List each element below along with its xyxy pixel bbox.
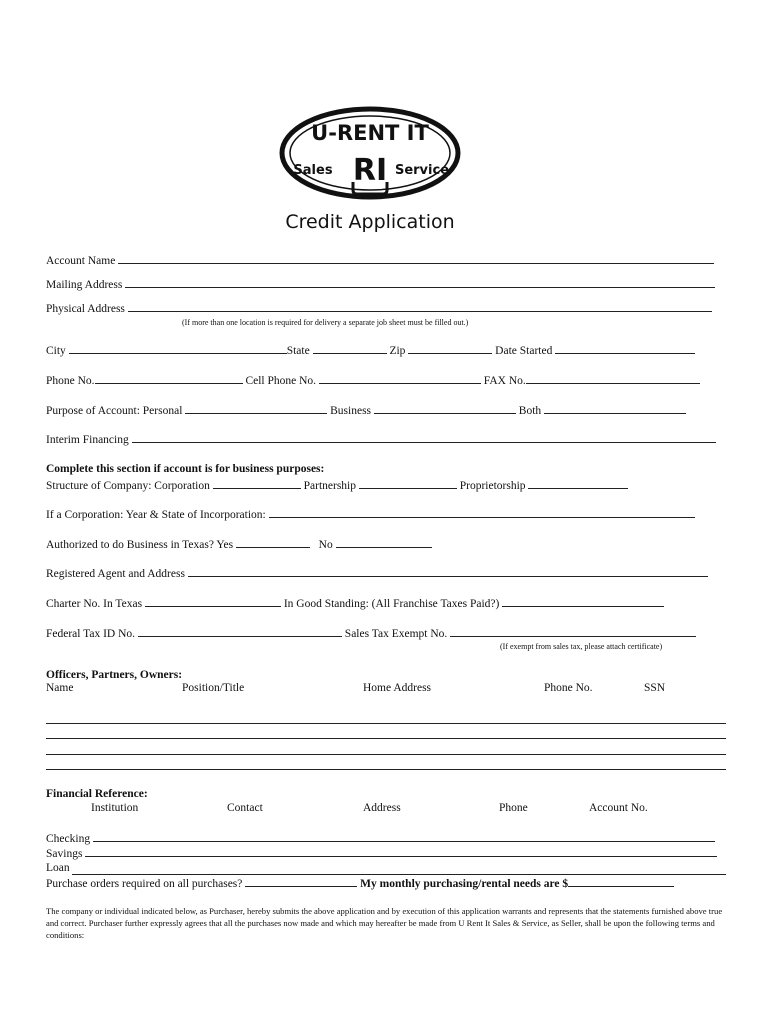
officers-heading: Officers, Partners, Owners: <box>46 669 183 681</box>
purpose-row <box>46 403 726 418</box>
city-label: City <box>46 345 66 357</box>
cell-phone-blank[interactable] <box>319 373 481 384</box>
physical-address-blank[interactable] <box>128 301 712 312</box>
both-blank[interactable] <box>544 403 686 414</box>
purpose-personal-label: Purpose of Account: Personal <box>46 405 183 417</box>
interim-label: Interim Financing <box>46 434 129 446</box>
fed-tax-blank[interactable] <box>138 626 342 637</box>
officer-line-3[interactable] <box>46 754 726 755</box>
both-label: Both <box>518 405 542 417</box>
zip-blank[interactable] <box>408 343 492 354</box>
monthly-needs-blank[interactable] <box>568 876 674 887</box>
checking-blank[interactable] <box>93 831 715 842</box>
proprietorship-blank[interactable] <box>528 478 628 489</box>
business-blank[interactable] <box>374 403 516 414</box>
officers-col-phone: Phone No. <box>544 682 593 694</box>
state-blank[interactable] <box>313 343 387 354</box>
business-label: Business <box>330 405 372 417</box>
charter-label: Charter No. In Texas <box>46 598 143 610</box>
cell-phone-label: Cell Phone No. <box>245 375 317 387</box>
financial-col-address: Address <box>363 802 401 814</box>
personal-blank[interactable] <box>185 403 327 414</box>
agent-blank[interactable] <box>188 566 708 577</box>
proprietorship-label: Proprietorship <box>459 480 526 492</box>
date-started-label: Date Started <box>495 345 553 357</box>
officers-col-address: Home Address <box>363 682 432 694</box>
logo-service: Service <box>394 163 450 178</box>
structure-label: Structure of Company: Corporation <box>46 480 210 492</box>
financial-col-institution: Institution <box>91 802 139 814</box>
loan-rule <box>72 874 726 875</box>
authorized-row <box>46 537 726 552</box>
authorized-no-blank[interactable] <box>336 537 432 548</box>
tax-row <box>46 626 726 641</box>
sales-tax-blank[interactable] <box>450 626 696 637</box>
monthly-needs-label: My monthly purchasing/rental needs are $ <box>360 878 569 890</box>
terms-paragraph: The company or individual indicated below, as Purchaser, hereby submits the above application and by execution of this application warrants and represents that the statements furnished above true and correct. Purchaser further expressly agrees that all the purchases now made and which may hereafter be made from U Rent It Sales & Service, as Seller, shall be upon the following terms and conditions: <box>46 906 723 940</box>
po-blank[interactable] <box>245 876 357 887</box>
exempt-note: (If exempt from sales tax, please attach certificate) <box>500 642 663 651</box>
officer-line-4[interactable] <box>46 769 726 770</box>
date-started-blank[interactable] <box>555 343 695 354</box>
physical-address-label: Physical Address <box>46 303 125 315</box>
good-standing-blank[interactable] <box>502 596 664 607</box>
financial-col-contact: Contact <box>227 802 263 814</box>
partnership-blank[interactable] <box>359 478 457 489</box>
corporation-blank[interactable] <box>213 478 301 489</box>
mailing-address-row <box>46 277 726 292</box>
phone-row <box>46 373 726 388</box>
savings-row <box>46 846 726 861</box>
phone-label: Phone No. <box>46 375 95 387</box>
charter-row <box>46 596 726 611</box>
logo-sales: Sales <box>293 163 333 178</box>
loan-row <box>46 861 726 875</box>
physical-address-note: (If more than one location is required for delivery a separate job sheet must be filled out.) <box>182 318 469 327</box>
agent-label: Registered Agent and Address <box>46 568 185 580</box>
checking-label: Checking <box>46 833 91 845</box>
authorized-yes-blank[interactable] <box>236 537 310 548</box>
savings-label: Savings <box>46 848 83 860</box>
agent-row <box>46 566 726 581</box>
phone-blank[interactable] <box>95 373 243 384</box>
logo-name: U-RENT IT <box>311 121 429 145</box>
loan-label: Loan <box>46 862 70 874</box>
business-section-heading: Complete this section if account is for business purposes: <box>46 463 325 475</box>
interim-row <box>46 432 726 447</box>
mailing-address-label: Mailing Address <box>46 279 123 291</box>
po-row <box>46 876 726 891</box>
account-name-blank[interactable] <box>118 253 714 264</box>
logo-mark: RI <box>352 153 388 188</box>
page-title: Credit Application <box>285 211 455 233</box>
financial-col-account: Account No. <box>589 802 648 814</box>
officers-col-name: Name <box>46 682 74 694</box>
savings-blank[interactable] <box>85 846 717 857</box>
checking-row <box>46 831 726 846</box>
city-blank[interactable] <box>69 343 287 354</box>
zip-label: Zip <box>389 345 406 357</box>
structure-row <box>46 478 726 493</box>
authorized-no-label: No <box>318 539 333 551</box>
interim-blank[interactable] <box>132 432 716 443</box>
fax-blank[interactable] <box>526 373 700 384</box>
authorized-label: Authorized to do Business in Texas? Yes <box>46 539 234 551</box>
incorporation-label: If a Corporation: Year & State of Incorporation: <box>46 509 266 521</box>
officer-line-1[interactable] <box>46 723 726 724</box>
partnership-label: Partnership <box>303 480 356 492</box>
loan-blank[interactable] <box>73 861 723 871</box>
city-row <box>46 343 726 358</box>
mailing-address-blank[interactable] <box>125 277 715 288</box>
po-label: Purchase orders required on all purchases? <box>46 878 243 890</box>
state-label: State <box>286 345 310 357</box>
fax-label: FAX No. <box>483 375 526 387</box>
physical-address-row <box>46 301 726 316</box>
account-name-label: Account Name <box>46 255 116 267</box>
sales-tax-label: Sales Tax Exempt No. <box>344 628 448 640</box>
charter-blank[interactable] <box>145 596 281 607</box>
incorporation-row <box>46 507 726 522</box>
good-standing-label: In Good Standing: (All Franchise Taxes Paid?) <box>283 598 500 610</box>
incorporation-blank[interactable] <box>269 507 695 518</box>
officers-col-position: Position/Title <box>182 682 245 694</box>
fed-tax-label: Federal Tax ID No. <box>46 628 136 640</box>
financial-heading: Financial Reference: <box>46 788 148 800</box>
officer-line-2[interactable] <box>46 738 726 739</box>
officers-col-ssn: SSN <box>644 682 666 694</box>
financial-col-phone: Phone <box>499 802 528 814</box>
account-name-row <box>46 253 726 268</box>
company-logo <box>279 106 461 200</box>
